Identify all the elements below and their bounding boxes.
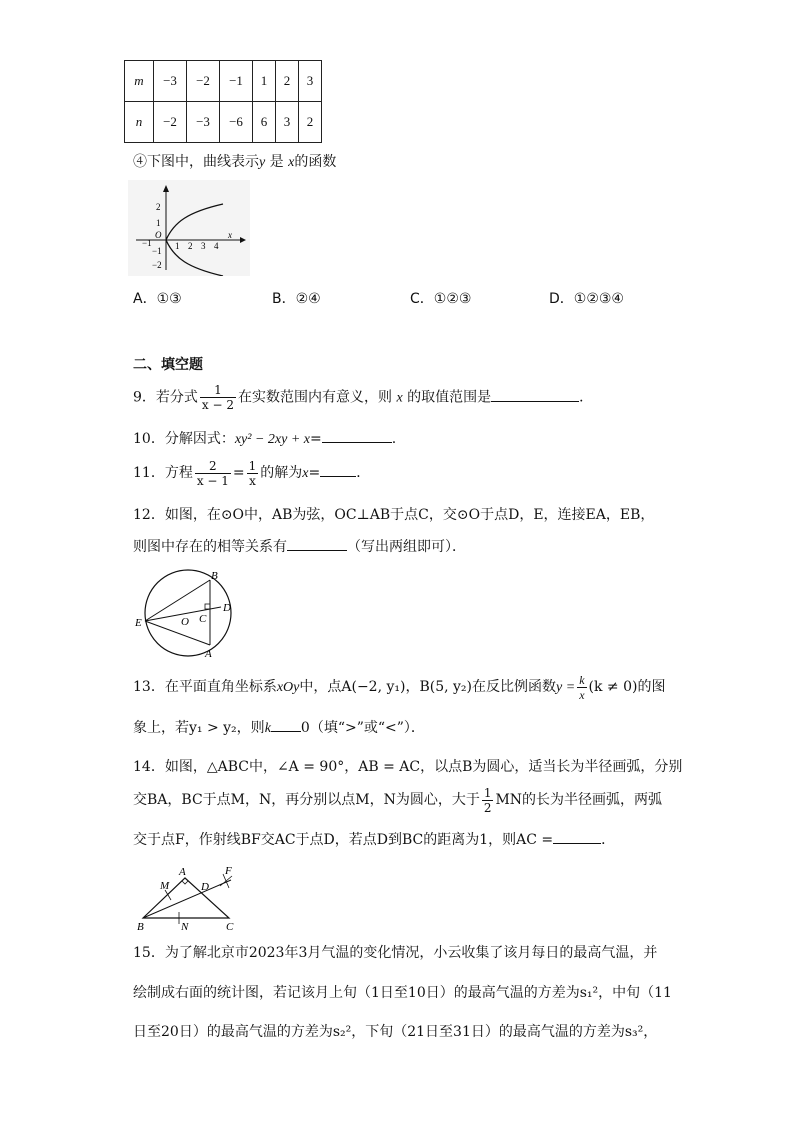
origin-label: O (155, 230, 162, 240)
section-title: 二、填空题 (133, 357, 203, 373)
table-cell: 1 (253, 61, 276, 102)
ray-bf (143, 880, 231, 918)
row-label: m (125, 61, 154, 102)
label-c: C (226, 921, 234, 933)
fraction: $\frac{1}{2}$ (483, 785, 492, 815)
label-o: O (181, 616, 189, 628)
triangle-figure (133, 864, 245, 934)
x-tick-label: 2 (188, 241, 193, 251)
answer-blank (322, 428, 392, 443)
answer-blank (320, 462, 356, 477)
label-n: N (181, 921, 189, 933)
question-12-line2: 则图中存在的相等关系有 （写出两组即可）． (133, 536, 466, 557)
label-a: A (205, 648, 212, 660)
table-cell: 2 (276, 61, 299, 102)
y-tick-label: −2 (152, 260, 162, 270)
question-11: 11．方程 $\frac{2}{x - 1}$ = $\frac{1}{x}$ 的解为x= ． (133, 458, 371, 488)
fraction: $\frac{1}{x - 2}$ (201, 383, 235, 412)
table-cell: 6 (253, 102, 276, 143)
y-tick-label: −1 (152, 246, 162, 256)
answer-blank (271, 717, 301, 732)
table-cell: −2 (154, 102, 187, 143)
option-a: A．①③ (133, 291, 182, 307)
table-cell: −6 (220, 102, 253, 143)
x-axis-label: x (228, 230, 232, 240)
label-b: B (211, 570, 218, 582)
row-label: n (125, 102, 154, 143)
x-tick-label: 3 (201, 241, 206, 251)
right-angle-mark (205, 604, 210, 609)
question-15-line2: 绘制成右面的统计图，若记该月上旬（1日至10日）的最高气温的方差为s₁²，中旬（11 (133, 985, 672, 1001)
option-b: B．②④ (272, 291, 321, 307)
y-tick-label: 1 (156, 218, 161, 228)
question-13-line2: 象上，若y₁ > y₂，则k 0（填“>”或“<”）． (133, 717, 425, 739)
label-f: F (225, 865, 232, 877)
fraction: $\frac{k}{x}$ (579, 672, 585, 702)
x-tick-label: −1 (142, 238, 152, 248)
table-cell: −3 (187, 102, 220, 143)
fraction: $\frac{2}{x - 1}$ (196, 458, 229, 488)
circle-figure (133, 566, 243, 660)
table-cell: 3 (299, 61, 322, 102)
question-14-line1: 14．如图，△ABC中，∠A = 90°，AB = AC，以点B为圆心，适当长为半径画弧，分别 (133, 759, 683, 775)
question-14-line3: 交于点F，作射线BF交AC于点D，若点D到BC的距离为1，则AC = ． (133, 829, 615, 850)
table-cell: −2 (187, 61, 220, 102)
table-row (125, 61, 322, 102)
x-tick-label: 4 (214, 241, 219, 251)
graph-background (128, 180, 250, 276)
question-13-line1: 13．在平面直角坐标系xOy中，点A(−2, y₁)，B(5, y₂)在反比例函数y = $\frac{k}{x}$ (k ≠ 0)的图 (133, 672, 666, 702)
label-d: D (223, 602, 231, 614)
table-cell: 2 (299, 102, 322, 143)
label-c: C (199, 613, 207, 625)
question-10: 10．分解因式：xy² − 2xy + x= . (133, 428, 396, 450)
question-15-line1: 15．为了解北京市2023年3月气温的变化情况，小云收集了该月每日的最高气温，并 (133, 945, 658, 961)
question-14-line2: 交BA，BC于点M，N，再分别以点M，N为圆心，大于 $\frac{1}{2}$ MN的长为半径画弧，两弧 (133, 785, 663, 815)
label-e: E (135, 617, 142, 629)
y-tick-label: 2 (156, 202, 161, 212)
question-9: 9．若分式 $\frac{1}{x - 2}$ 在实数范围内有意义，则 x 的取值范围是 ． (133, 383, 594, 412)
label-b: B (137, 921, 144, 933)
function-graph (128, 180, 250, 276)
label-a: A (179, 866, 186, 878)
item-4-text: ④下图中，曲线表示y 是 x的函数 (133, 154, 337, 170)
answer-blank (553, 829, 601, 844)
label-d: D (201, 881, 209, 893)
option-d: D．①②③④ (549, 291, 624, 307)
question-15-line3: 日至20日）的最高气温的方差为s₂²，下旬（21日至31日）的最高气温的方差为s₃²， (133, 1024, 658, 1040)
answer-blank (287, 536, 347, 551)
table-row (125, 102, 322, 143)
table-cell: −3 (154, 61, 187, 102)
question-12-line1: 12．如图，在⊙O中，AB为弦，OC⊥AB于点C，交⊙O于点D，E，连接EA，EB， (133, 507, 655, 523)
right-angle-mark (182, 881, 188, 884)
answer-blank (491, 387, 579, 402)
table-cell: 3 (276, 102, 299, 143)
label-m: M (160, 880, 170, 892)
table-cell: −1 (220, 61, 253, 102)
option-c: C．①②③ (410, 291, 472, 307)
x-tick-label: 1 (175, 241, 180, 251)
mn-table (124, 60, 322, 143)
fraction: $\frac{1}{x}$ (248, 458, 257, 488)
